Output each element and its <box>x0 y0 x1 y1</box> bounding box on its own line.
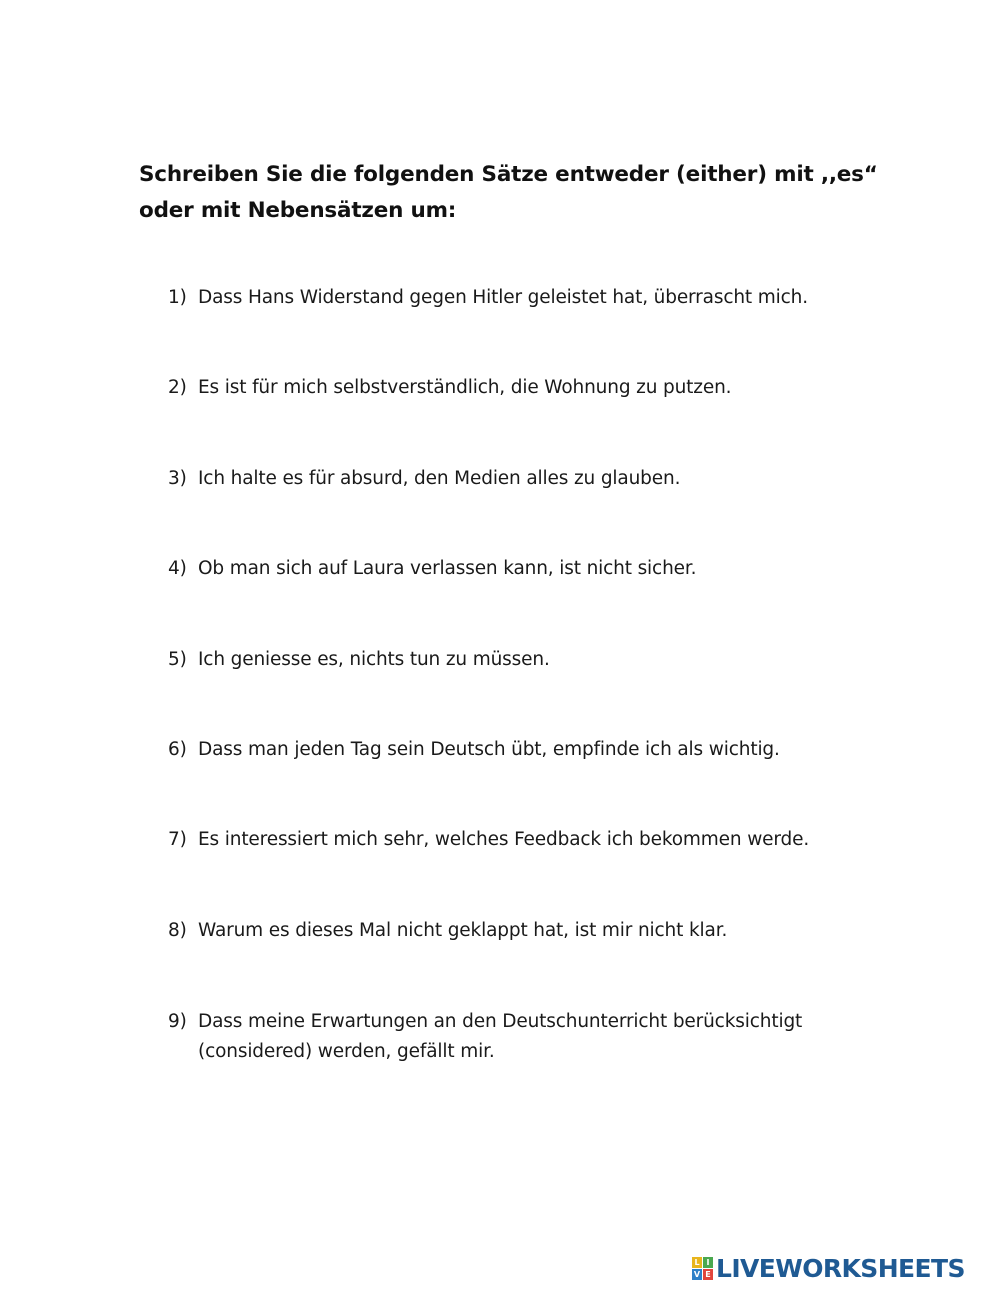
exercise-item-9 <box>168 1007 868 1067</box>
item-sentence <box>198 825 868 855</box>
exercise-item-6 <box>168 735 868 765</box>
logo-square: L <box>692 1257 702 1268</box>
item-sentence <box>198 283 868 313</box>
item-number: 6) <box>168 739 187 760</box>
liveworksheets-logo <box>692 1254 965 1284</box>
item-number: 4) <box>168 558 187 579</box>
item-number: 7) <box>168 829 187 850</box>
heading-line-2: oder mit Nebensätzen um: <box>139 198 457 223</box>
sentence-line: Warum es dieses Mal nicht geklappt hat, ist mir nicht klar. <box>198 920 728 941</box>
sentence-line: Ich halte es für absurd, den Medien alles zu glauben. <box>198 468 681 489</box>
logo-square: V <box>693 1269 701 1279</box>
exercise-item-2 <box>168 373 868 403</box>
item-number: 5) <box>168 649 187 670</box>
item-number: 1) <box>168 287 187 308</box>
exercise-item-5 <box>168 645 868 675</box>
sentence-line: Es ist für mich selbstverständlich, die Wohnung zu putzen. <box>198 377 732 398</box>
sentence-line: Ob man sich auf Laura verlassen kann, ist nicht sicher. <box>198 558 697 579</box>
exercise-item-4 <box>168 554 868 584</box>
logo-square: I <box>703 1257 713 1268</box>
item-sentence <box>198 645 868 675</box>
sentence-line: Es interessiert mich sehr, welches Feedback ich bekommen werde. <box>198 829 810 850</box>
item-sentence <box>198 373 868 403</box>
item-sentence <box>198 735 868 765</box>
item-number: 2) <box>168 377 187 398</box>
item-sentence <box>198 464 868 494</box>
sentence-line: Dass Hans Widerstand gegen Hitler geleistet hat, überrascht mich. <box>198 287 808 308</box>
item-sentence <box>198 916 868 946</box>
sentence-line: Dass man jeden Tag sein Deutsch übt, empfinde ich als wichtig. <box>198 739 780 760</box>
item-number: 8) <box>168 920 187 941</box>
sentence-line: Ich geniesse es, nichts tun zu müssen. <box>198 649 550 670</box>
sentence-line: (considered) werden, gefällt mir. <box>198 1041 495 1062</box>
exercise-item-3 <box>168 464 868 494</box>
item-sentence <box>198 554 868 584</box>
exercise-item-1 <box>168 283 868 313</box>
logo-wordmark: LIVEWORKSHEETS <box>716 1254 965 1283</box>
sentence-line: Dass meine Erwartungen an den Deutschunterricht berücksichtigt <box>198 1011 803 1032</box>
item-number: 3) <box>168 468 187 489</box>
logo-square: E <box>703 1269 713 1280</box>
exercise-item-7 <box>168 825 868 855</box>
liveworksheets-logo-icon <box>692 1257 714 1281</box>
item-sentence <box>198 1007 868 1067</box>
heading-line-1: Schreiben Sie die folgenden Sätze entweder (either) mit ,,es“ <box>139 162 878 187</box>
exercise-item-8 <box>168 916 868 946</box>
item-number: 9) <box>168 1011 187 1032</box>
